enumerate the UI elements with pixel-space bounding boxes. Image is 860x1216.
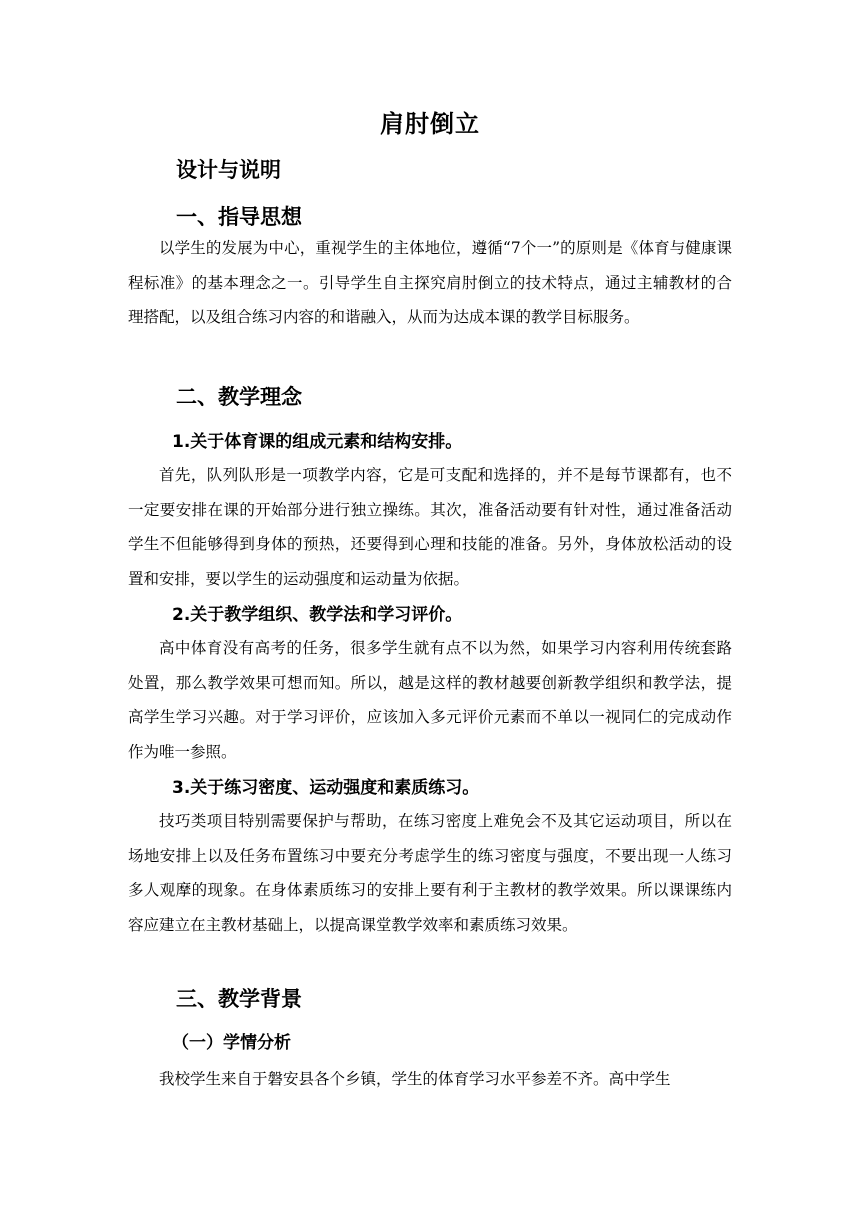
doc-subtitle: 设计与说明 xyxy=(176,158,281,182)
section-heading-guiding-thought: 一、指导思想 xyxy=(176,205,302,229)
section-heading-teaching-philosophy: 二、教学理念 xyxy=(176,385,302,409)
paragraph-student-analysis: 我校学生来自于磐安县各个乡镇，学生的体育学习水平参差不齐。高中学生 xyxy=(159,1070,671,1088)
subsection-heading-3: 3.关于练习密度、运动强度和素质练习。 xyxy=(172,778,480,798)
paragraph-subsection-3: 技巧类项目特别需要保护与帮助，在练习密度上难免会不及其它运动项目，所以在场地安排上以及任务布置练习中要充分考虑学生的练习密度与强度，不要出现一人练习多人观摩的现象。在身体素质练习的安排上要有利于主教材的教学效果。所以课课练内容应建立在主教材基础上，以提高课堂教学效率和素质练习效果。 xyxy=(128,812,732,934)
subsection-heading-student-analysis: （一）学情分析 xyxy=(172,1033,291,1053)
subsection-heading-1: 1.关于体育课的组成元素和结构安排。 xyxy=(172,432,463,452)
paragraph-subsection-1: 首先，队列队形是一项教学内容，它是可支配和选择的，并不是每节课都有，也不一定要安排在课的开始部分进行独立操练。其次，准备活动要有针对性，通过准备活动学生不但能够得到身体的预热，还要得到心理和技能的准备。另外，身体放松活动的设置和安排，要以学生的运动强度和运动量为依据。 xyxy=(128,466,732,588)
subsection-heading-2: 2.关于教学组织、教学法和学习评价。 xyxy=(172,605,463,625)
paragraph-guiding-thought: 以学生的发展为中心，重视学生的主体地位，遵循“7个一”的原则是《体育与健康课程标准》的基本理念之一。引导学生自主探究肩肘倒立的技术特点，通过主辅教材的合理搭配，以及组合练习内容的和谐融入，从而为达成本课的教学目标服务。 xyxy=(128,239,732,326)
doc-title: 肩肘倒立 xyxy=(380,110,480,138)
section-heading-teaching-background: 三、教学背景 xyxy=(176,987,302,1011)
paragraph-subsection-2: 高中体育没有高考的任务，很多学生就有点不以为然，如果学习内容利用传统套路处置，那么教学效果可想而知。所以，越是这样的教材越要创新教学组织和教学法，提高学生学习兴趣。对于学习评价，应该加入多元评价元素而不单以一视同仁的完成动作作为唯一参照。 xyxy=(128,639,732,761)
